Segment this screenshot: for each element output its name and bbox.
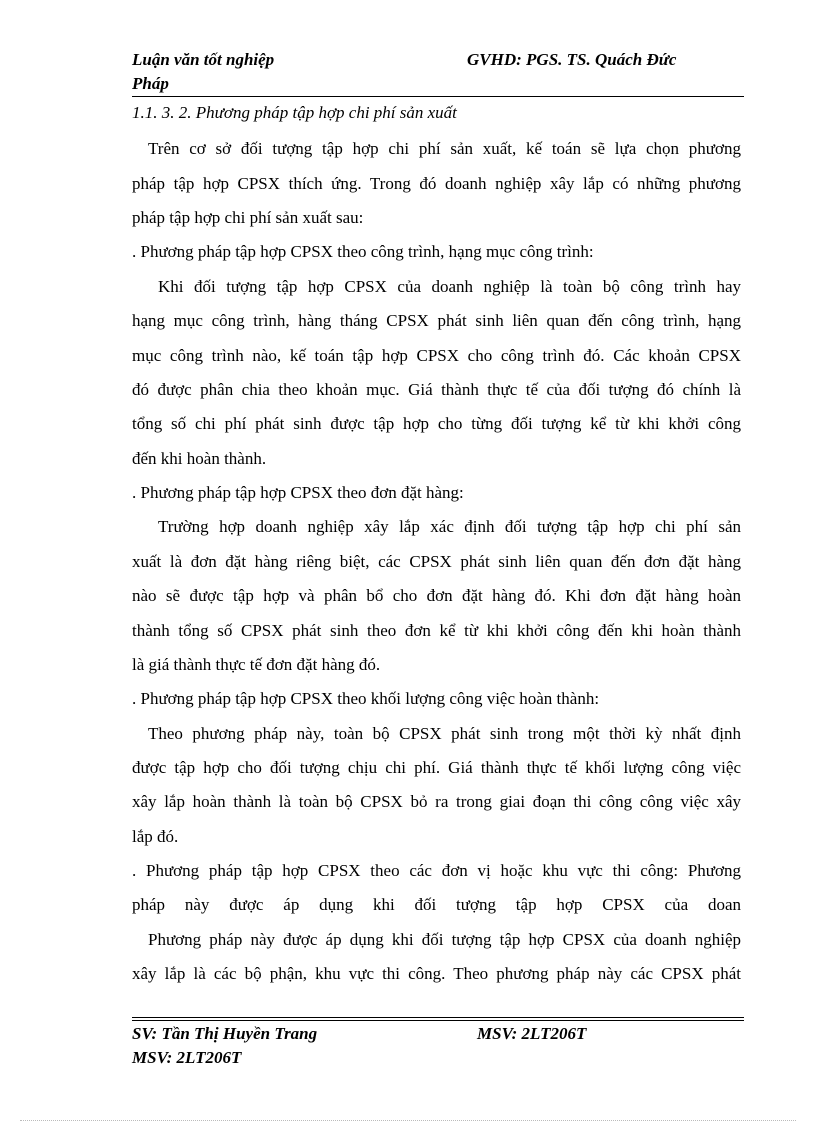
body-line: xây lắp là các bộ phận, khu vực thi công. Theo phương pháp này các CPSX phát — [132, 964, 741, 983]
bullet-heading: . Phương pháp tập hợp CPSX theo khối lượng công việc hoàn thành: — [132, 689, 600, 708]
body-line: Khi đối tượng tập hợp CPSX của doanh nghiệp là toàn bộ công trình hay — [158, 277, 741, 296]
body-line: nào sẽ được tập hợp và phân bổ cho đơn đặt hàng đó. Khi đơn đặt hàng hoàn — [132, 586, 741, 605]
body-line: Theo phương pháp này, toàn bộ CPSX phát sinh trong một thời kỳ nhất định — [148, 724, 741, 743]
body-line: pháp tập hợp chi phí sản xuất sau: — [132, 208, 364, 227]
page-edge-divider — [20, 1120, 796, 1121]
header-supervisor-continuation: Pháp — [132, 74, 169, 93]
section-title: 1.1. 3. 2. Phương pháp tập hợp chi phí sản xuất — [132, 103, 457, 122]
body-line: được tập hợp cho đối tượng chịu chi phí. Giá thành thực tế khối lượng công việc — [132, 758, 741, 777]
bullet-heading: . Phương pháp tập hợp CPSX theo công trình, hạng mục công trình: — [132, 242, 594, 261]
body-line: xuất là đơn đặt hàng riêng biệt, các CPSX phát sinh liên quan đến đơn đặt hàng — [132, 552, 741, 571]
body-line: là giá thành thực tế đơn đặt hàng đó. — [132, 655, 381, 674]
body-line: tổng số chi phí phát sinh được tập hợp cho từng đối tượng kể từ khi khởi công — [132, 414, 741, 433]
body-line: thành tổng số CPSX phát sinh theo đơn kể từ khi khởi công đến khi hoàn thành — [132, 621, 741, 640]
body-line: Trên cơ sở đối tượng tập hợp chi phí sản xuất, kế toán sẽ lựa chọn phương — [148, 139, 741, 158]
body-line: Trường hợp doanh nghiệp xây lắp xác định đối tượng tập hợp chi phí sản — [158, 517, 741, 536]
body-line: pháp tập hợp CPSX thích ứng. Trong đó doanh nghiệp xây lắp có những phương — [132, 174, 741, 193]
body-line: pháp này được áp dụng khi đối tượng tập hợp CPSX của doan — [132, 895, 741, 914]
footer-student-id-continuation: MSV: 2LT206T — [132, 1048, 242, 1067]
body-line: Phương pháp này được áp dụng khi đối tượng tập hợp CPSX của doanh nghiệp — [148, 930, 741, 949]
body-line: hạng mục công trình, hàng tháng CPSX phát sinh liên quan đến công trình, hạng — [132, 311, 741, 330]
bullet-heading: . Phương pháp tập hợp CPSX theo các đơn vị hoặc khu vực thi công: Phương — [132, 861, 741, 880]
bullet-heading: . Phương pháp tập hợp CPSX theo đơn đặt hàng: — [132, 483, 464, 502]
body-line: lắp đó. — [132, 827, 179, 846]
body-line: đó được phân chia theo khoản mục. Giá thành thực tế của đối tượng đó chính là — [132, 380, 741, 399]
header-rule — [132, 96, 744, 97]
footer-rule-top — [132, 1017, 744, 1018]
header-supervisor: GVHD: PGS. TS. Quách Đức — [467, 50, 677, 69]
footer-student-name: SV: Tần Thị Huyền Trang — [132, 1024, 318, 1043]
header-thesis-label: Luận văn tốt nghiệp — [132, 50, 275, 69]
body-line: đến khi hoàn thành. — [132, 449, 267, 468]
body-line: xây lắp hoàn thành là toàn bộ CPSX bỏ ra trong giai đoạn thi công công việc xây — [132, 792, 741, 811]
body-line: mục công trình nào, kế toán tập hợp CPSX cho công trình đó. Các khoản CPSX — [132, 346, 741, 365]
footer-student-id: MSV: 2LT206T — [477, 1024, 587, 1043]
footer-rule-bottom — [132, 1020, 744, 1021]
